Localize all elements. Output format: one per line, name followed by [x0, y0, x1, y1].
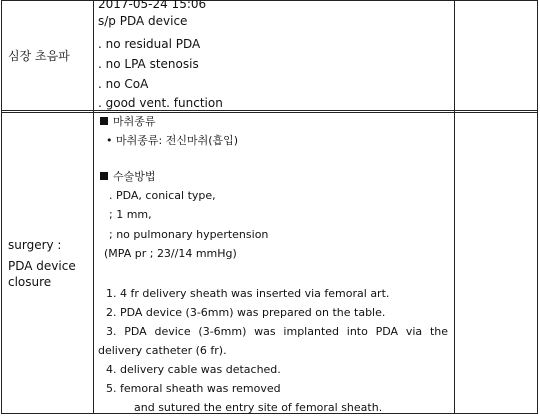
- anesthesia-heading: 마취종류: [100, 113, 156, 131]
- echo-line: . good vent. function: [98, 96, 223, 110]
- echo-timestamp: 2017-05-24 15:06: [98, 0, 207, 11]
- echo-line: s/p PDA device: [98, 14, 188, 28]
- surgery-label: PDA device: [8, 259, 76, 273]
- echo-line: . no CoA: [98, 77, 149, 91]
- column-divider-right: [454, 1, 455, 413]
- surgery-label: surgery :: [8, 238, 62, 252]
- method-line: . PDA, conical type,: [109, 189, 216, 202]
- procedure-step: and sutured the entry site of femoral sheath.: [134, 401, 383, 414]
- procedure-step: 5. femoral sheath was removed: [106, 382, 281, 395]
- echo-label: 심장 초음파: [8, 49, 70, 63]
- surgery-label: closure: [8, 275, 52, 289]
- square-bullet-icon: [100, 117, 108, 125]
- method-heading: 수술방법: [100, 168, 156, 186]
- anesthesia-item: • 마취종류: 전신마취(흡입): [106, 134, 239, 147]
- procedure-step: 4. delivery cable was detached.: [106, 363, 281, 376]
- procedure-step: 3. PDA device (3-6mm) was implanted into PDA via the: [106, 325, 448, 338]
- method-line: ; no pulmonary hypertension: [109, 228, 269, 241]
- method-line: ; 1 mm,: [109, 208, 152, 221]
- record-table: [1, 0, 538, 414]
- row-divider: [2, 110, 537, 113]
- procedure-step: delivery catheter (6 fr).: [98, 344, 227, 357]
- procedure-step: 2. PDA device (3-6mm) was prepared on the table.: [106, 306, 386, 319]
- method-line: (MPA pr ; 23//14 mmHg): [104, 247, 237, 260]
- column-divider-label: [93, 1, 94, 413]
- square-bullet-icon: [100, 172, 108, 180]
- echo-line: . no LPA stenosis: [98, 57, 199, 71]
- echo-line: . no residual PDA: [98, 37, 201, 51]
- procedure-step: 1. 4 fr delivery sheath was inserted via femoral art.: [106, 287, 390, 300]
